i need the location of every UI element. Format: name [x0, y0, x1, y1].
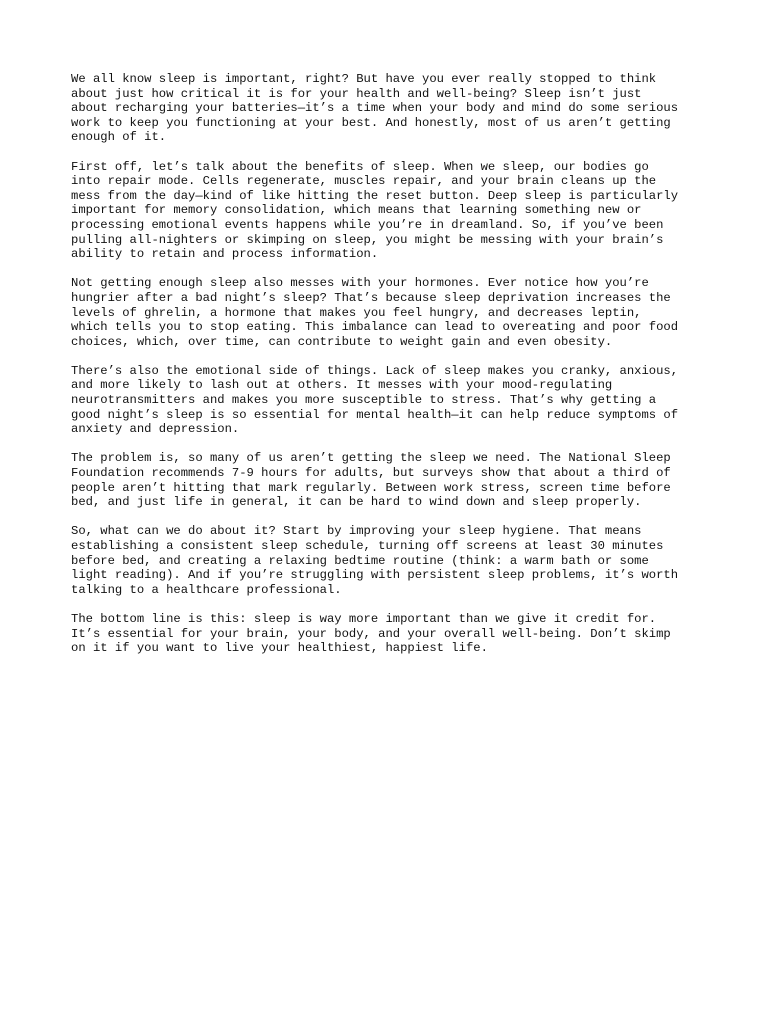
- paragraph-emotional: [71, 364, 711, 437]
- text-line: neurotransmitters and makes you more susceptible to stress. That’s why getting a: [71, 393, 657, 408]
- text-line: which tells you to stop eating. This imbalance can lead to overeating and poor food: [71, 320, 679, 335]
- text-line: bed, and just life in general, it can be hard to wind down and sleep properly.: [71, 495, 642, 510]
- document-page: [71, 72, 711, 670]
- text-line: mess from the day—kind of like hitting the reset button. Deep sleep is particularly: [71, 188, 679, 203]
- text-line: levels of ghrelin, a hormone that makes you feel hungry, and decreases leptin,: [71, 305, 642, 320]
- text-line: people aren’t hitting that mark regularly. Between work stress, screen time before: [71, 480, 671, 495]
- text-line: enough of it.: [71, 130, 167, 145]
- text-line: important for memory consolidation, which means that learning something new or: [71, 203, 642, 218]
- text-line: We all know sleep is important, right? But have you ever really stopped to think: [71, 72, 657, 86]
- text-line: about recharging your batteries—it’s a time when your body and mind do some serious: [71, 101, 679, 116]
- text-line: pulling all-nighters or skimping on sleep, you might be messing with your brain’s: [71, 232, 664, 247]
- text-line: establishing a consistent sleep schedule, turning off screens at least 30 minutes: [71, 539, 664, 553]
- paragraph-benefits: [71, 160, 711, 262]
- text-line: So, what can we do about it? Start by improving your sleep hygiene. That means: [71, 524, 642, 539]
- text-line: on it if you want to live your healthiest, happiest life.: [71, 641, 488, 656]
- text-line: Not getting enough sleep also messes with your hormones. Ever notice how you’re: [71, 276, 649, 291]
- text-line: hungrier after a bad night’s sleep? That’s because sleep deprivation increases the: [71, 290, 671, 305]
- paragraph-intro: [71, 72, 711, 145]
- text-line: The bottom line is this: sleep is way more important than we give it credit for.: [71, 611, 657, 626]
- paragraph-conclusion: [71, 612, 711, 656]
- paragraph-solutions: [71, 524, 711, 597]
- text-line: It’s essential for your brain, your body, and your overall well-being. Don’t skimp: [71, 626, 671, 641]
- text-line: into repair mode. Cells regenerate, muscles repair, and your brain cleans up the: [71, 174, 657, 189]
- text-line: good night’s sleep is so essential for mental health—it can help reduce symptoms of: [71, 407, 679, 422]
- paragraph-hormones: [71, 276, 711, 349]
- text-line: Foundation recommends 7-9 hours for adults, but surveys show that about a third of: [71, 466, 671, 481]
- text-line: ability to retain and process information.: [71, 247, 379, 262]
- text-line: before bed, and creating a relaxing bedtime routine (think: a warm bath or some: [71, 553, 649, 568]
- text-line: work to keep you functioning at your best. And honestly, most of us aren’t getting: [71, 115, 671, 130]
- text-line: talking to a healthcare professional.: [71, 582, 342, 597]
- text-line: choices, which, over time, can contribute to weight gain and even obesity.: [71, 334, 613, 349]
- paragraph-problem: [71, 451, 711, 509]
- text-line: First off, let’s talk about the benefits of sleep. When we sleep, our bodies go: [71, 159, 649, 174]
- text-line: The problem is, so many of us aren’t getting the sleep we need. The National Sleep: [71, 451, 671, 466]
- text-line: processing emotional events happens while you’re in dreamland. So, if you’ve been: [71, 217, 664, 232]
- text-line: about just how critical it is for your health and well-being? Sleep isn’t just: [71, 86, 642, 101]
- text-line: anxiety and depression.: [71, 422, 240, 437]
- text-line: light reading). And if you’re struggling with persistent sleep problems, it’s worth: [71, 568, 679, 583]
- text-line: There’s also the emotional side of things. Lack of sleep makes you cranky, anxious,: [71, 363, 679, 378]
- text-line: and more likely to lash out at others. It messes with your mood-regulating: [71, 378, 613, 393]
